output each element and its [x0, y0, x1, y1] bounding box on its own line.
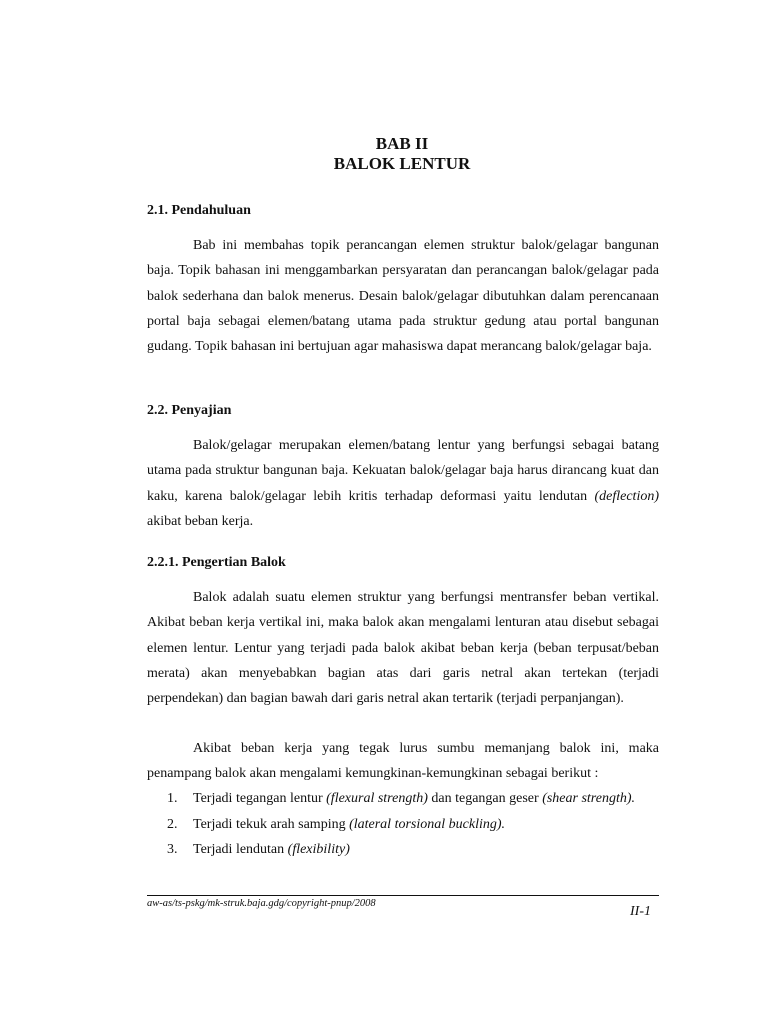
paragraph-pendahuluan: Bab ini membahas topik perancangan elemen struktur balok/gelagar bangunan baja. Topik bahasan ini menggambarkan persyaratan dan perancangan balok/gelagar pada balok sederhana dan balok menerus. Desain balok/gelagar dibutuhkan dalam perencanaan portal baja sebagai elemen/batang utama pada struktur gedung atau portal bangunan gudang. Topik bahasan ini bertujuan agar mahasiswa dapat merancang balok/gelagar baja. [147, 238, 659, 355]
paragraph-text: akibat beban kerja. [147, 513, 254, 529]
section-heading-pengertian-balok: 2.2.1. Pengertian Balok [147, 555, 286, 570]
list-number: 2. [167, 816, 178, 832]
footer-source: aw-as/ts-pskg/mk-struk.baja.gdg/copyright-pnup/2008 [147, 898, 376, 909]
list-item [147, 786, 659, 812]
list-item [147, 812, 659, 838]
chapter-number: BAB II [375, 134, 429, 153]
paragraph-pengertian-balok-1: Balok adalah suatu elemen struktur yang berfungsi mentransfer beban vertikal. Akibat beban kerja vertikal ini, maka balok akan mengalami lenturan atau disebut sebagai elemen lentur. Lentur yang terjadi pada balok akibat beban kerja (beban terpusat/beban merata) akan menyebabkan bagian atas dari garis netral akan tertekan (terjadi perpendekan) dan bagian bawah dari garis netral akan tertarik (terjadi perpanjangan). [147, 590, 659, 707]
list-text: Terjadi tekuk arah samping [193, 816, 350, 832]
section-heading-pendahuluan: 2.1. Pendahuluan [147, 203, 251, 218]
list-text: dan tegangan geser [427, 791, 543, 806]
italic-term: (lateral torsional buckling). [349, 816, 506, 832]
section-heading-penyajian: 2.2. Penyajian [147, 403, 232, 418]
italic-term: (flexural strength) [326, 791, 428, 806]
list-number: 1. [167, 791, 178, 806]
paragraph-text: Balok/gelagar merupakan elemen/batang lentur yang berfungsi sebagai batang utama pada struktur bangunan baja. Kekuatan balok/gelagar baja harus dirancang kuat dan kaku, karena balok/gelagar lebih kritis terhadap deformasi yaitu lendutan [147, 438, 659, 504]
list-text: Terjadi tegangan lentur [193, 791, 327, 806]
italic-term: (flexibility) [287, 842, 350, 857]
effects-list [147, 786, 659, 863]
chapter-title: BALOK LENTUR [333, 154, 471, 173]
italic-term: (shear strength). [542, 791, 635, 806]
list-number: 3. [167, 842, 178, 857]
italic-term: (deflection) [594, 488, 659, 504]
paragraph-pengertian-balok-2: Akibat beban kerja yang tegak lurus sumbu memanjang balok ini, maka penampang balok akan mengalami kemungkinan-kemungkinan sebagai berikut : [147, 741, 659, 782]
list-item [147, 837, 659, 863]
paragraph-penyajian [147, 433, 659, 534]
footer-divider [147, 895, 659, 896]
list-text: Terjadi lendutan [193, 842, 288, 857]
chapter-heading [0, 134, 768, 174]
page-number: II-1 [630, 904, 651, 919]
